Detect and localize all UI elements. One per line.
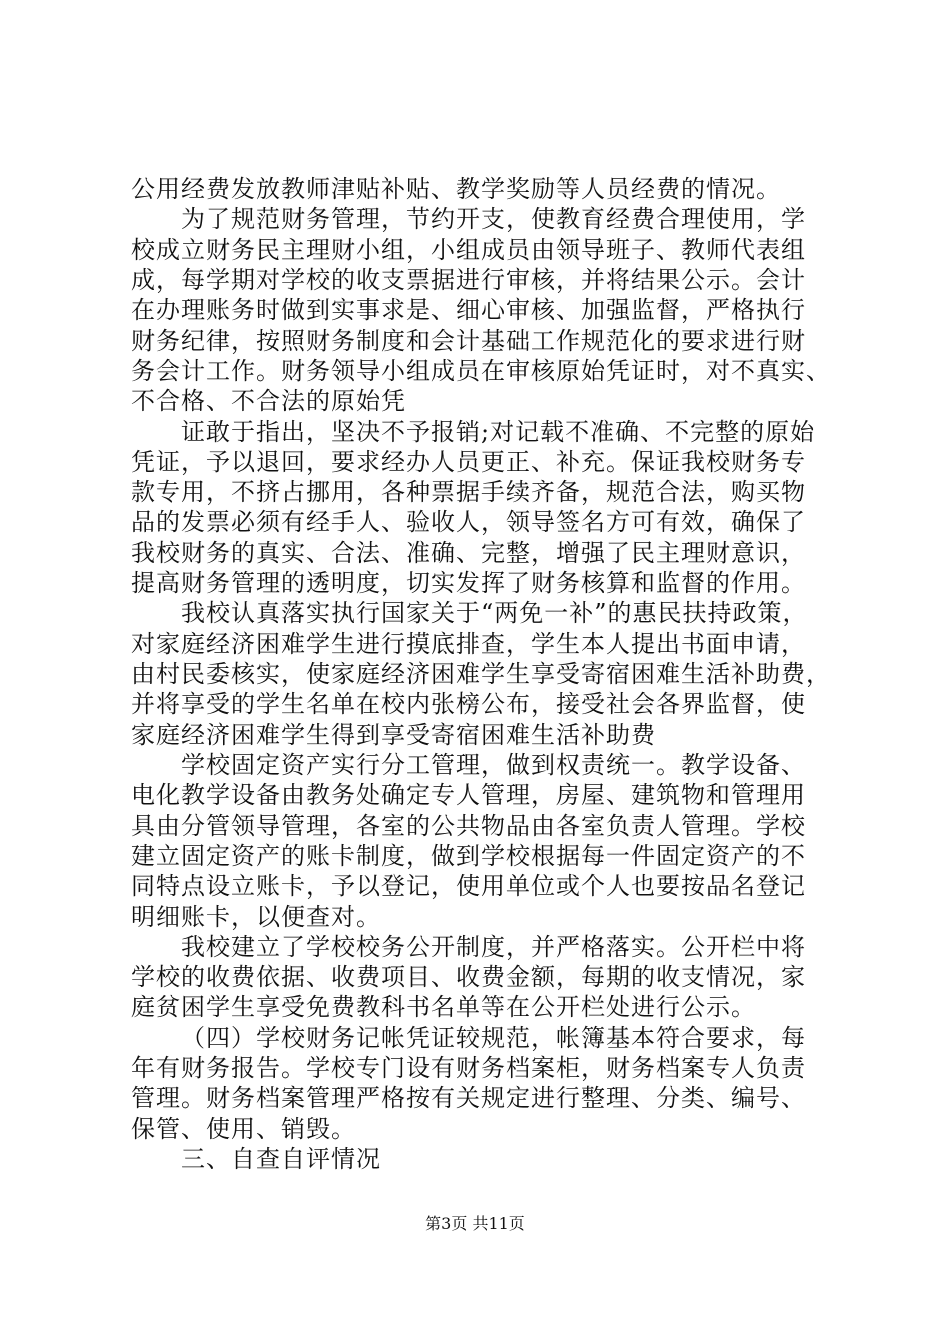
text-line: 公用经费发放教师津贴补贴、教学奖励等人员经费的情况。: [131, 175, 781, 203]
text-line: 凭证，予以退回，要求经办人员更正、补充。保证我校财务专: [131, 448, 806, 476]
text-line: 年有财务报告。学校专门设有财务档案柜，财务档案专人负责: [131, 1054, 806, 1082]
text-line: 财务纪律，按照财务制度和会计基础工作规范化的要求进行财: [131, 327, 806, 355]
text-line: 明细账卡，以便查对。: [131, 903, 381, 931]
paragraph-start-line: 我校认真落实执行国家关于“两免一补”的惠民扶持政策，: [181, 599, 808, 627]
text-line: 建立固定资产的账卡制度，做到学校根据每一件固定资产的不: [131, 842, 806, 870]
text-line: 电化教学设备由教务处确定专人管理，房屋、建筑物和管理用: [131, 781, 806, 809]
paragraph-start-line: 为了规范财务管理，节约开支，使教育经费合理使用，学: [181, 205, 806, 233]
text-line: 并将享受的学生名单在校内张榜公布，接受社会各界监督，使: [131, 690, 806, 718]
text-line: 成，每学期对学校的收支票据进行审核，并将结果公示。会计: [131, 266, 806, 294]
page-footer: 第3页 共11页: [425, 1214, 525, 1233]
text-line: 家庭经济困难学生得到享受寄宿困难生活补助费: [131, 721, 656, 749]
text-line: 庭贫困学生享受免费教科书名单等在公开栏处进行公示。: [131, 993, 756, 1021]
section-heading: 三、自查自评情况: [181, 1145, 381, 1173]
text-line: 不合格、不合法的原始凭: [131, 387, 406, 415]
text-line: 在办理账务时做到实事求是、细心审核、加强监督，严格执行: [131, 296, 806, 324]
paragraph-start-line: 学校固定资产实行分工管理，做到权责统一。教学设备、: [181, 751, 806, 779]
text-line: 对家庭经济困难学生进行摸底排查，学生本人提出书面申请，: [131, 630, 806, 658]
text-line: 学校的收费依据、收费项目、收费金额，每期的收支情况，家: [131, 963, 806, 991]
text-line: 我校财务的真实、合法、准确、完整，增强了民主理财意识，: [131, 539, 806, 567]
paragraph-start-line: 我校建立了学校校务公开制度，并严格落实。公开栏中将: [181, 933, 806, 961]
text-line: 提高财务管理的透明度，切实发挥了财务核算和监督的作用。: [131, 569, 806, 597]
text-line: 同特点设立账卡，予以登记，使用单位或个人也要按品名登记: [131, 872, 806, 900]
text-line: 务会计工作。财务领导小组成员在审核原始凭证时，对不真实、: [131, 357, 831, 385]
text-line: 校成立财务民主理财小组，小组成员由领导班子、教师代表组: [131, 236, 806, 264]
text-line: 由村民委核实，使家庭经济困难学生享受寄宿困难生活补助费，: [131, 660, 831, 688]
text-line: 款专用，不挤占挪用，各种票据手续齐备，规范合法，购买物: [131, 478, 806, 506]
paragraph-start-line: 证敢于指出，坚决不予报销;对记载不准确、不完整的原始: [181, 418, 816, 446]
paragraph-start-line: （四）学校财务记帐凭证较规范，帐簿基本符合要求，每: [181, 1024, 806, 1052]
text-line: 品的发票必须有经手人、验收人，领导签名方可有效，确保了: [131, 508, 806, 536]
text-line: 具由分管领导管理，各室的公共物品由各室负责人管理。学校: [131, 812, 806, 840]
text-line: 管理。财务档案管理严格按有关规定进行整理、分类、编号、: [131, 1084, 806, 1112]
text-line: 保管、使用、销毁。: [131, 1115, 356, 1143]
